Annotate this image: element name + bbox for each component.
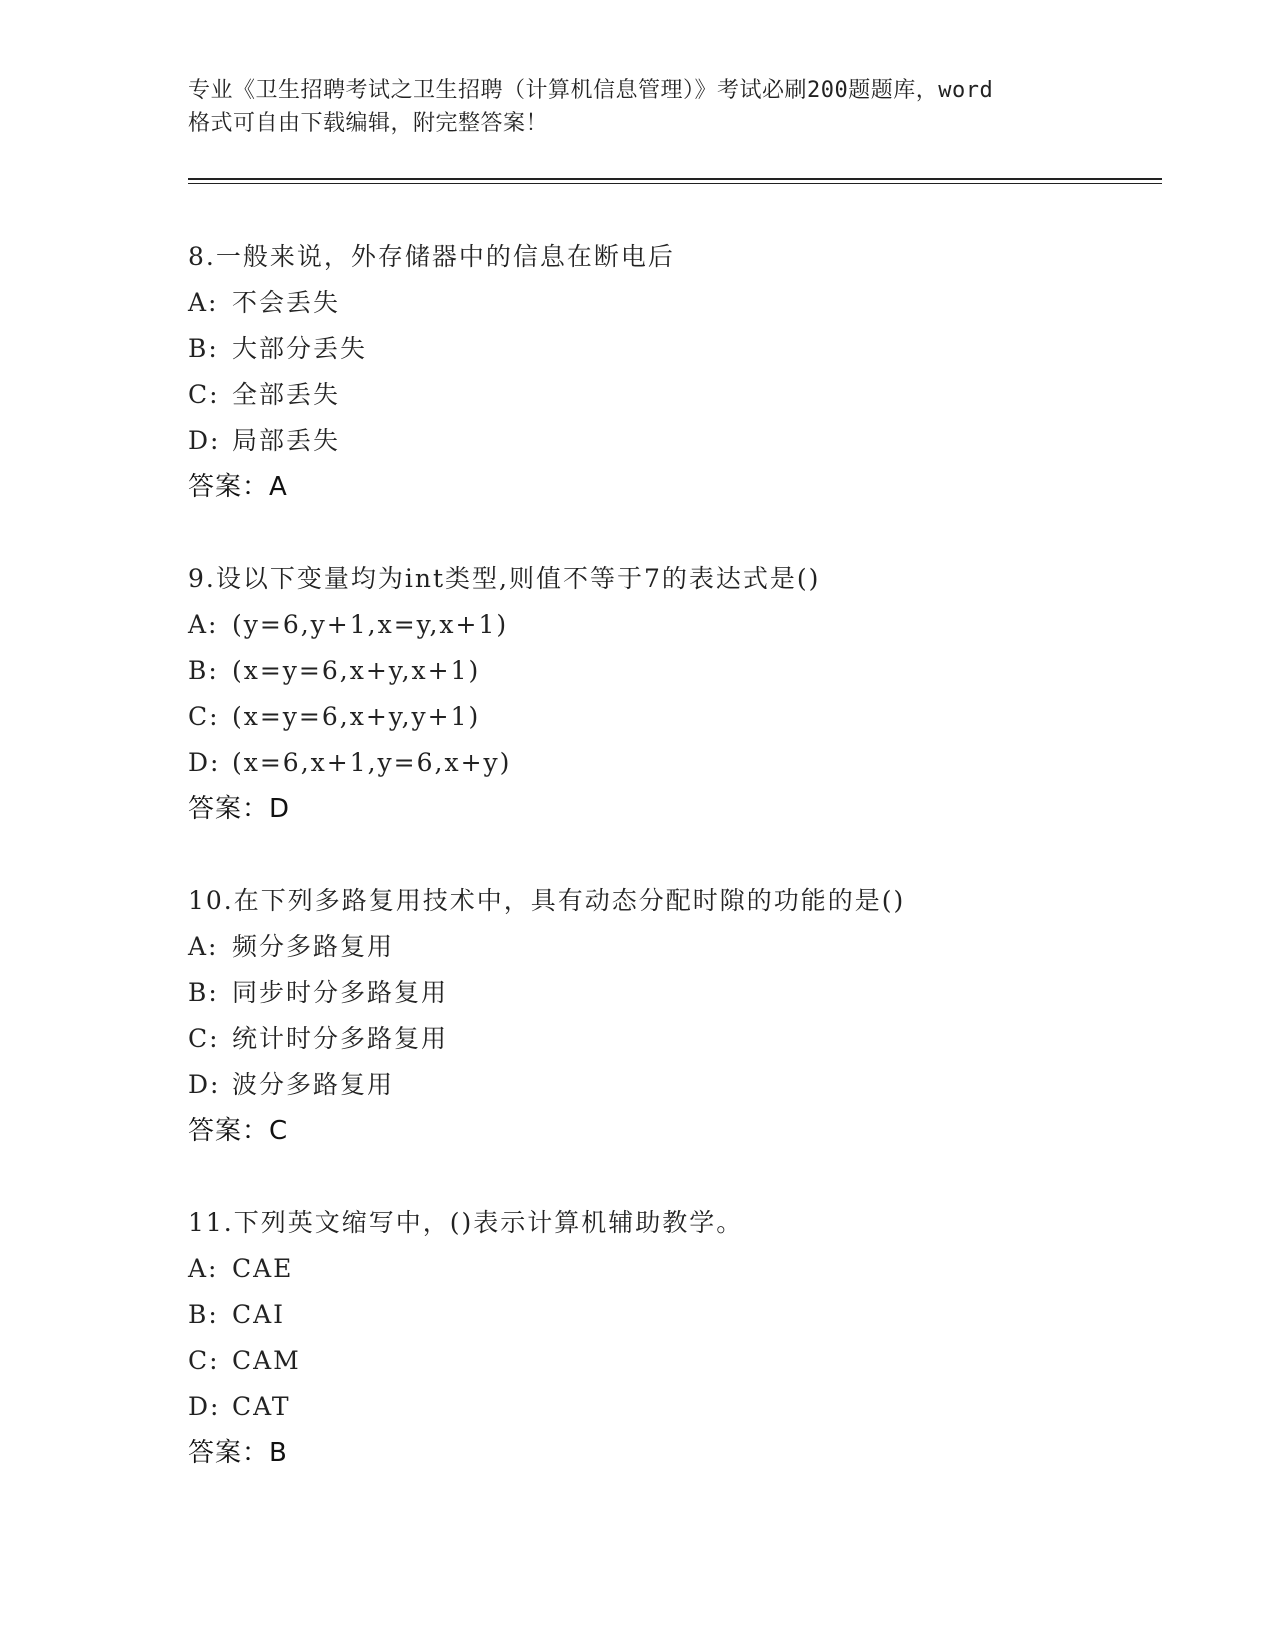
option-text: (x=y=6,x+y,x+1) bbox=[232, 656, 481, 685]
option-key: A: bbox=[188, 932, 219, 961]
option-text: (x=y=6,x+y,y+1) bbox=[232, 702, 481, 731]
option-key: A: bbox=[188, 1254, 219, 1283]
answer-line: 答案：D bbox=[188, 794, 291, 824]
option-text: CAM bbox=[232, 1346, 301, 1375]
option-key: B: bbox=[188, 978, 219, 1007]
option-key: D: bbox=[188, 748, 221, 777]
option-text: 统计时分多路复用 bbox=[232, 1024, 449, 1053]
option-key: B: bbox=[188, 1300, 219, 1329]
option-text: (x=6,x+1,y=6,x+y) bbox=[232, 748, 512, 777]
option-c bbox=[188, 1016, 1168, 1062]
option-c bbox=[188, 1338, 1168, 1384]
option-d bbox=[188, 1062, 1168, 1108]
option-text: 波分多路复用 bbox=[232, 1070, 395, 1099]
question-list bbox=[188, 234, 1168, 1522]
option-c bbox=[188, 372, 1168, 418]
question-stem: 8.一般来说，外存储器中的信息在断电后 bbox=[188, 242, 675, 271]
question-11 bbox=[188, 1200, 1168, 1476]
option-text: 同步时分多路复用 bbox=[232, 978, 449, 1007]
option-key: A: bbox=[188, 288, 219, 317]
option-d bbox=[188, 1384, 1168, 1430]
option-text: 大部分丢失 bbox=[232, 334, 368, 363]
option-a bbox=[188, 602, 1168, 648]
option-key: B: bbox=[188, 334, 219, 363]
question-9 bbox=[188, 556, 1168, 832]
option-key: D: bbox=[188, 426, 221, 455]
option-text: CAE bbox=[232, 1254, 294, 1283]
option-a bbox=[188, 924, 1168, 970]
answer-line: 答案：B bbox=[188, 1438, 288, 1468]
option-c bbox=[188, 694, 1168, 740]
option-key: C: bbox=[188, 1024, 220, 1053]
answer-line: 答案：C bbox=[188, 1116, 289, 1146]
header-line-2: 格式可自由下载编辑，附完整答案！ bbox=[188, 111, 549, 136]
option-text: (y=6,y+1,x=y,x+1) bbox=[232, 610, 509, 639]
option-key: B: bbox=[188, 656, 219, 685]
question-10 bbox=[188, 878, 1168, 1154]
question-stem: 9.设以下变量均为int类型,则值不等于7的表达式是() bbox=[188, 564, 821, 593]
option-key: C: bbox=[188, 1346, 220, 1375]
option-key: C: bbox=[188, 702, 220, 731]
header-line-1: 专业《卫生招聘考试之卫生招聘（计算机信息管理）》考试必刷200题题库，word bbox=[188, 78, 994, 103]
option-text: 局部丢失 bbox=[232, 426, 341, 455]
option-a bbox=[188, 1246, 1168, 1292]
option-b bbox=[188, 648, 1168, 694]
option-text: CAI bbox=[232, 1300, 286, 1329]
option-text: 不会丢失 bbox=[232, 288, 341, 317]
question-8 bbox=[188, 234, 1168, 510]
header-divider bbox=[188, 178, 1162, 184]
answer-line: 答案：A bbox=[188, 472, 288, 502]
option-text: CAT bbox=[232, 1392, 291, 1421]
option-a bbox=[188, 280, 1168, 326]
option-text: 频分多路复用 bbox=[232, 932, 395, 961]
option-d bbox=[188, 740, 1168, 786]
option-d bbox=[188, 418, 1168, 464]
option-key: C: bbox=[188, 380, 220, 409]
option-key: D: bbox=[188, 1070, 221, 1099]
option-key: D: bbox=[188, 1392, 221, 1421]
option-b bbox=[188, 1292, 1168, 1338]
question-stem: 11.下列英文缩写中，()表示计算机辅助教学。 bbox=[188, 1208, 744, 1237]
option-text: 全部丢失 bbox=[232, 380, 341, 409]
document-header bbox=[188, 74, 1088, 140]
option-key: A: bbox=[188, 610, 219, 639]
option-b bbox=[188, 970, 1168, 1016]
question-stem: 10.在下列多路复用技术中，具有动态分配时隙的功能的是() bbox=[188, 886, 906, 915]
option-b bbox=[188, 326, 1168, 372]
